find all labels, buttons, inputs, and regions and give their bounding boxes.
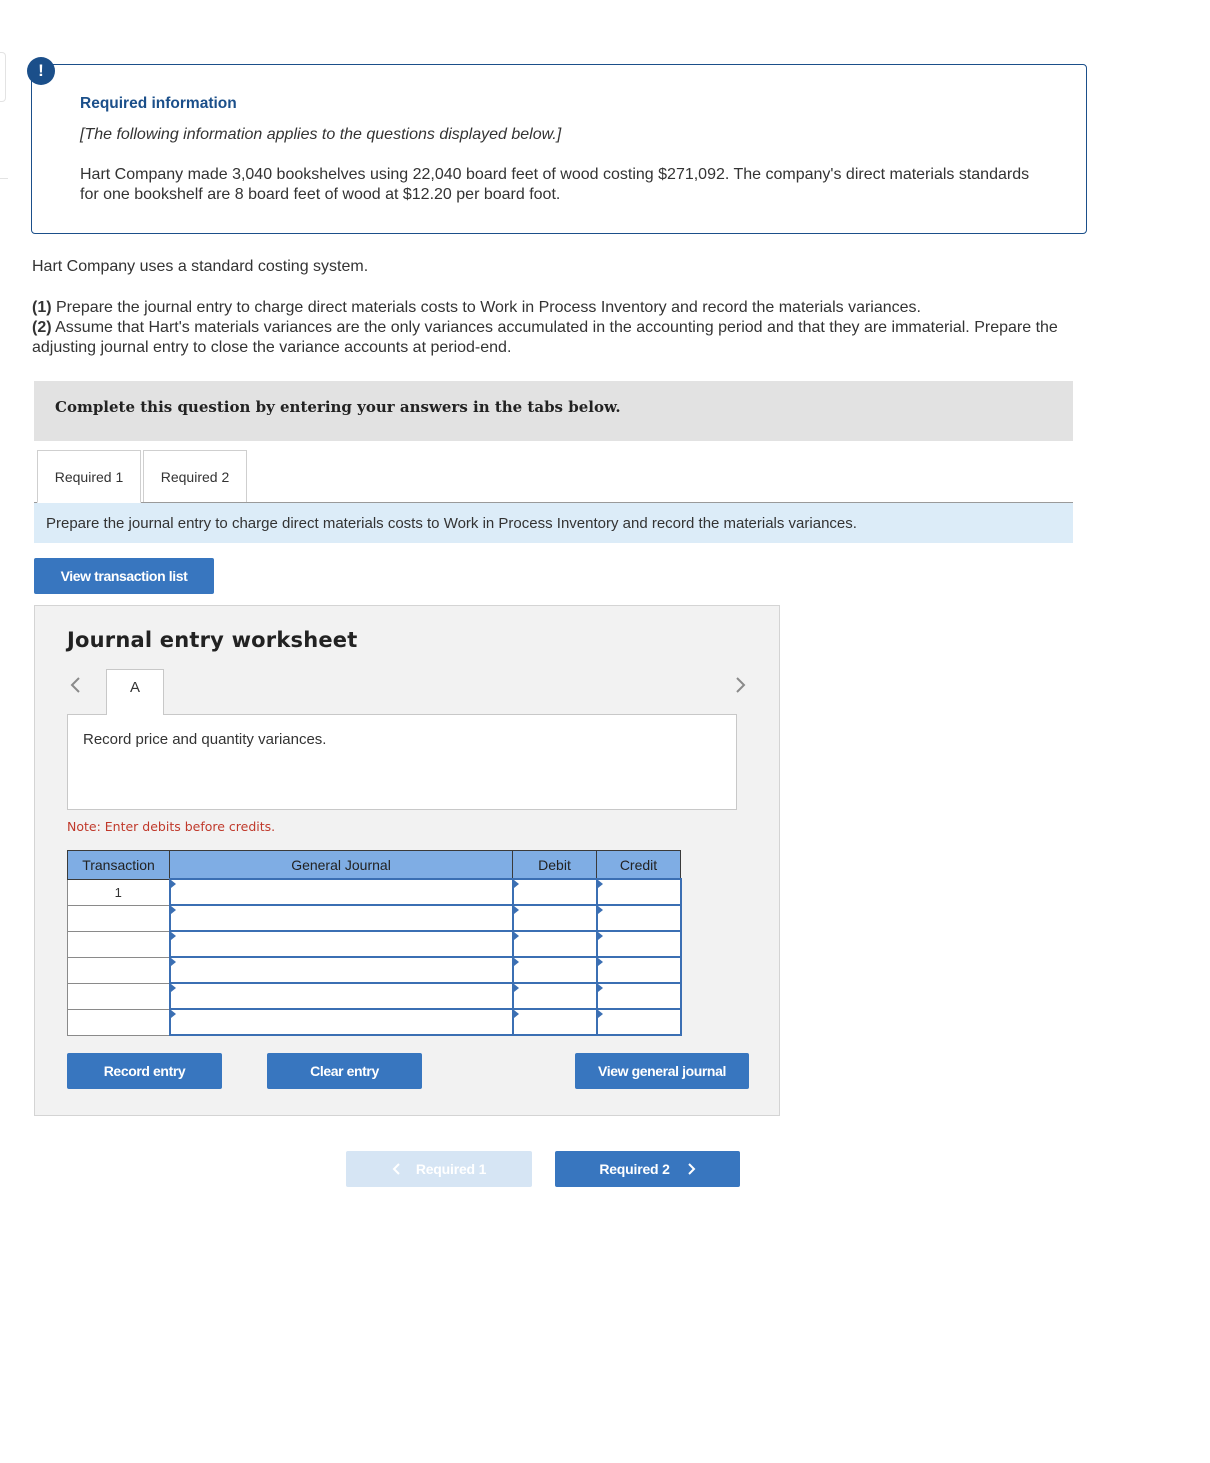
question-parts <box>32 298 1092 358</box>
view-transaction-list-button[interactable]: View transaction list <box>34 558 214 594</box>
transaction-number <box>68 957 170 983</box>
credit-column-header: Credit <box>597 851 681 880</box>
general-journal-column-header: General Journal <box>170 851 513 880</box>
entry-tab-a[interactable]: A <box>106 669 164 715</box>
table-row <box>68 983 681 1009</box>
input-marker-icon <box>514 1010 519 1018</box>
table-row <box>68 879 681 905</box>
part-1-text: Prepare the journal entry to charge direct materials costs to Work in Process Inventory and record the materials variances. <box>51 299 921 316</box>
debit-input[interactable] <box>513 1009 597 1035</box>
transaction-number <box>68 905 170 931</box>
account-select[interactable] <box>170 905 513 931</box>
entry-description-text: Record price and quantity variances. <box>83 731 327 748</box>
credit-input[interactable] <box>597 983 681 1009</box>
input-marker-icon <box>514 932 519 940</box>
part-1-label: (1) <box>32 299 52 316</box>
input-marker-icon <box>598 880 603 888</box>
transaction-number <box>68 931 170 957</box>
input-marker-icon <box>598 958 603 966</box>
side-divider <box>0 178 8 179</box>
account-select[interactable] <box>170 983 513 1009</box>
record-entry-button[interactable]: Record entry <box>67 1053 222 1089</box>
input-marker-icon <box>598 906 603 914</box>
table-row <box>68 905 681 931</box>
required-information-title: Required information <box>80 95 237 112</box>
chevron-left-icon[interactable] <box>67 673 85 697</box>
clear-entry-button[interactable]: Clear entry <box>267 1053 422 1089</box>
account-select[interactable] <box>170 1009 513 1035</box>
side-panel-handle <box>0 52 6 102</box>
dropdown-marker-icon <box>171 984 176 992</box>
chevron-right-icon[interactable] <box>731 673 749 697</box>
debit-input[interactable] <box>513 983 597 1009</box>
previous-required-label: Required 1 <box>415 1161 487 1177</box>
worksheet-title: Journal entry worksheet <box>67 628 358 652</box>
previous-required-button <box>346 1151 532 1187</box>
dropdown-marker-icon <box>171 932 176 940</box>
dropdown-marker-icon <box>171 906 176 914</box>
complete-question-banner: Complete this question by entering your answers in the tabs below. <box>34 381 1073 441</box>
chevron-right-icon <box>686 1162 696 1176</box>
transaction-number <box>68 1009 170 1035</box>
table-row <box>68 931 681 957</box>
input-marker-icon <box>514 906 519 914</box>
debits-before-credits-note: Note: Enter debits before credits. <box>67 819 276 834</box>
alert-icon: ! <box>27 57 55 85</box>
credit-input[interactable] <box>597 1009 681 1035</box>
debit-input[interactable] <box>513 879 597 905</box>
dropdown-marker-icon <box>171 1010 176 1018</box>
next-required-label: Required 2 <box>599 1161 670 1177</box>
debit-input[interactable] <box>513 957 597 983</box>
transaction-number <box>68 983 170 1009</box>
dropdown-marker-icon <box>171 880 176 888</box>
chevron-left-icon <box>392 1162 402 1176</box>
account-select[interactable] <box>170 879 513 905</box>
transaction-number: 1 <box>68 879 170 905</box>
input-marker-icon <box>598 932 603 940</box>
input-marker-icon <box>514 880 519 888</box>
input-marker-icon <box>598 1010 603 1018</box>
transaction-column-header: Transaction <box>68 851 170 880</box>
part-2-text: Assume that Hart's materials variances are the only variances accumulated in the accounting period and that they are immaterial. Prepare the adjusting journal entry to close the variance accounts at period-end. <box>32 319 1058 356</box>
input-marker-icon <box>514 984 519 992</box>
credit-input[interactable] <box>597 931 681 957</box>
account-select[interactable] <box>170 931 513 957</box>
required-information-box <box>31 64 1087 234</box>
debit-input[interactable] <box>513 905 597 931</box>
entry-description <box>67 714 737 810</box>
part-2-label: (2) <box>32 319 52 336</box>
next-required-button[interactable] <box>555 1151 740 1187</box>
tab-required-2[interactable]: Required 2 <box>143 450 247 503</box>
journal-header-row <box>68 851 681 880</box>
debit-input[interactable] <box>513 931 597 957</box>
dropdown-marker-icon <box>171 958 176 966</box>
input-marker-icon <box>598 984 603 992</box>
input-marker-icon <box>514 958 519 966</box>
account-select[interactable] <box>170 957 513 983</box>
question-part-2 <box>32 318 1092 358</box>
journal-entry-worksheet <box>34 605 780 1116</box>
journal-table <box>67 850 682 1036</box>
view-general-journal-button[interactable]: View general journal <box>575 1053 749 1089</box>
required-information-note: [The following information applies to the questions displayed below.] <box>80 126 562 143</box>
table-row <box>68 957 681 983</box>
tab-required-1[interactable]: Required 1 <box>37 450 141 503</box>
table-row <box>68 1009 681 1035</box>
credit-input[interactable] <box>597 905 681 931</box>
credit-input[interactable] <box>597 957 681 983</box>
question-part-1 <box>32 298 1092 318</box>
question-intro: Hart Company uses a standard costing system. <box>32 258 369 275</box>
tab-instruction: Prepare the journal entry to charge direct materials costs to Work in Process Inventory and record the materials variances. <box>34 503 1073 543</box>
required-information-body: Hart Company made 3,040 bookshelves using 22,040 board feet of wood costing $271,092. The company's direct materials standards for one bookshelf are 8 board feet of wood at $12.20 per board foot. <box>80 166 1030 203</box>
credit-input[interactable] <box>597 879 681 905</box>
debit-column-header: Debit <box>513 851 597 880</box>
